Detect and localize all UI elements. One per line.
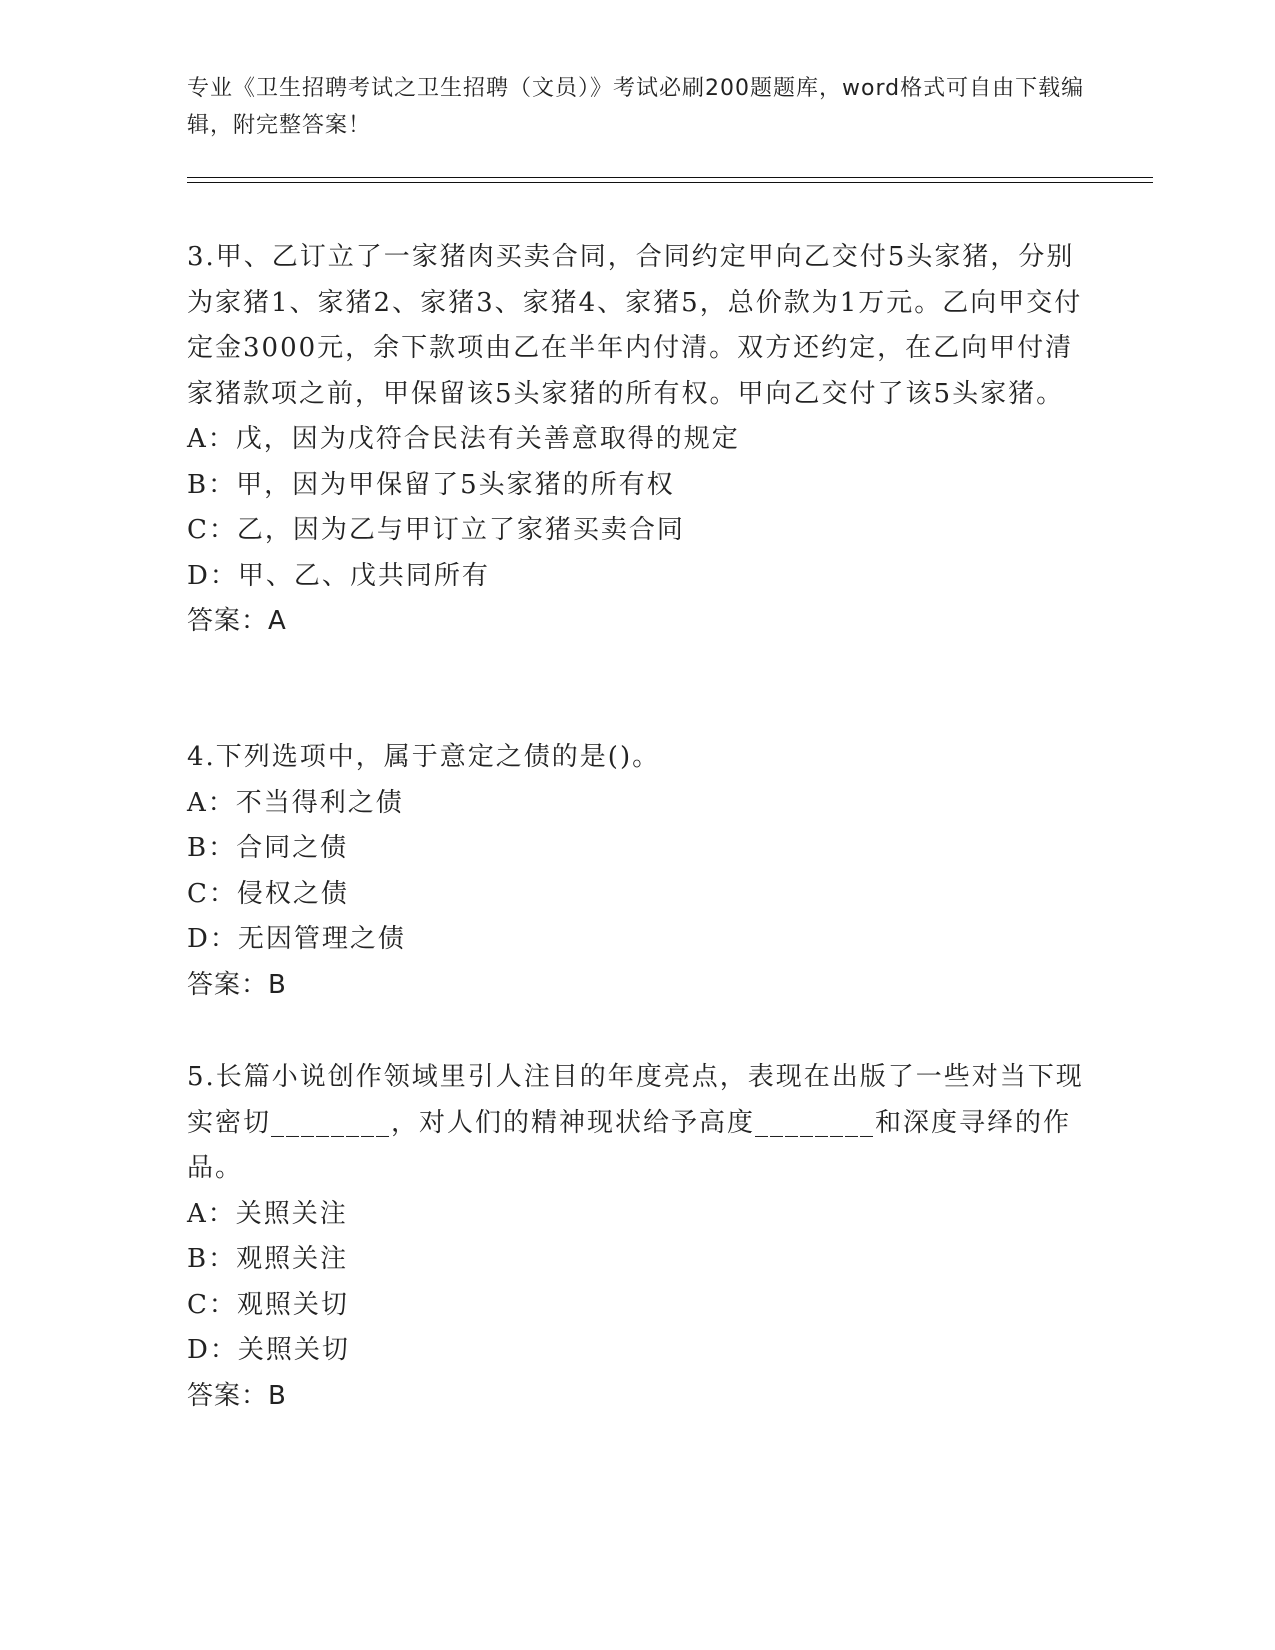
option-b: B：甲，因为甲保留了5头家猪的所有权 [187,469,675,500]
option-c: C：侵权之债 [187,878,349,909]
question-stem: 4.下列选项中，属于意定之债的是()。 [187,742,661,772]
question-stem: 5.长篇小说创作领域里引人注目的年度亮点，表现在出版了一些对当下现实密切________，对人们的精神现状给予高度________和深度寻绎的作品。 [187,1062,1084,1183]
option-a: A：关照关注 [187,1198,348,1229]
header-divider [187,177,1153,183]
option-a: A：不当得利之债 [187,787,404,818]
answer-line: 答案：B [187,1380,287,1411]
option-c: C：观照关切 [187,1289,349,1320]
document-header [187,70,1087,144]
option-d: D：甲、乙、戊共同所有 [187,560,490,591]
answer-line: 答案：A [187,606,287,636]
option-b: B：合同之债 [187,833,349,863]
question-stem: 3.甲、乙订立了一家猪肉买卖合同，合同约定甲向乙交付5头家猪，分别为家猪1、家猪2、家猪3、家猪4、家猪5，总价款为1万元。乙向甲交付定金3000元，余下款项由乙在半年内付清。双方还约定，在乙向甲付清家猪款项之前，甲保留该5头家猪的所有权。甲向乙交付了该5头家猪。 [187,242,1083,409]
question-3 [187,235,1087,645]
question-5 [187,1055,1087,1419]
option-d: D：关照关切 [187,1335,350,1365]
question-4 [187,735,1087,1008]
option-d: D：无因管理之债 [187,924,406,954]
option-a: A：戊，因为戊符合民法有关善意取得的规定 [187,424,740,454]
option-b: B：观照关注 [187,1244,349,1274]
option-c: C：乙，因为乙与甲订立了家猪买卖合同 [187,515,685,545]
answer-line: 答案：B [187,969,287,1000]
header-text: 专业《卫生招聘考试之卫生招聘（文员）》考试必刷200题题库，word格式可自由下载编辑，附完整答案！ [187,76,1085,138]
